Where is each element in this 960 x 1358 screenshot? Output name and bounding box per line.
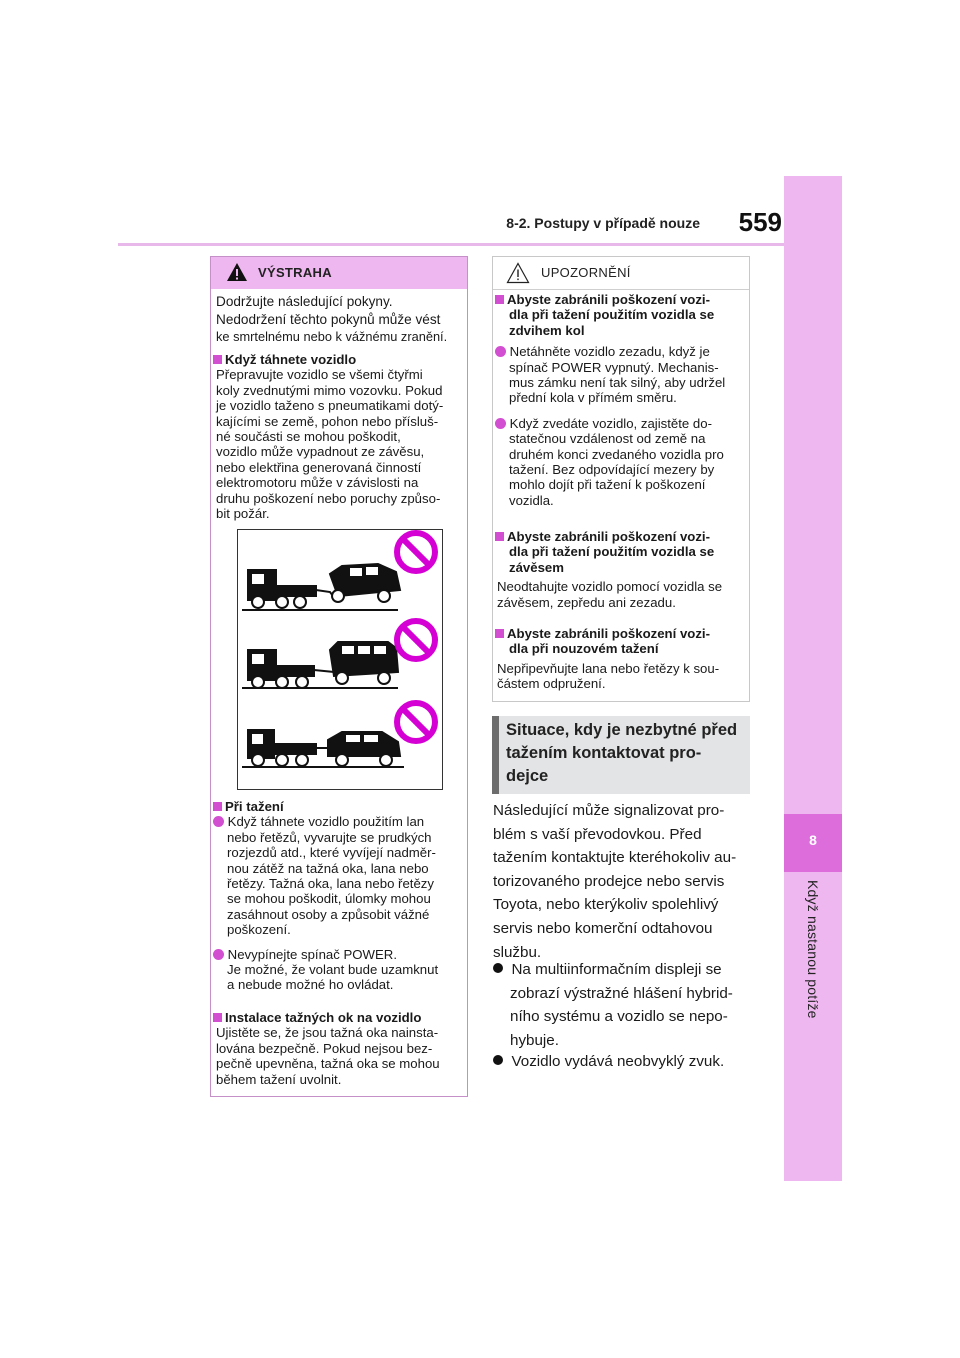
- no-symbol-icon: [397, 621, 435, 659]
- tow-scene-2: [242, 642, 398, 688]
- notice-section-wheel-lift: [495, 292, 725, 508]
- square-bullet-icon: [213, 1013, 222, 1022]
- notice-line: přední kola v přímém směru.: [509, 390, 677, 406]
- notice-line: vozidla.: [509, 492, 554, 508]
- no-symbol-icon: [397, 533, 435, 571]
- notice-line: mus zámku není tak silný, aby udržel: [509, 375, 726, 391]
- notice-bullet-line: Netáhněte vozidlo zezadu, když je: [495, 344, 725, 359]
- notice-line: spínač POWER vypnutý. Mechanis-: [509, 359, 719, 375]
- section-heading-bar: [492, 716, 499, 794]
- warning-section-tow-hooks: [213, 1010, 440, 1087]
- notice-heading-line: závěsem: [509, 559, 564, 575]
- warning-bullet-line: Když táhnete vozidlo použitím lan: [213, 814, 438, 829]
- warning-section-towing: [213, 352, 443, 521]
- section-bullet-1: [493, 958, 733, 1052]
- warning-section-heading: Instalace tažných ok na vozidlo: [213, 1010, 440, 1025]
- section-heading-line: Situace, kdy je nezbytné před: [506, 721, 738, 739]
- warning-line: a nebude možné ho ovládat.: [227, 977, 394, 993]
- chapter-label: Když nastanou potíže: [805, 880, 821, 1019]
- paragraph-line: Následující může signalizovat pro-: [493, 802, 725, 819]
- warning-line: pečně upevněna, tažná oka se mohou: [216, 1056, 440, 1072]
- square-bullet-icon: [213, 355, 222, 364]
- notice-section-heading: Abyste zabránili poškození vozi-: [495, 292, 725, 307]
- warning-line: bit požár.: [216, 506, 270, 522]
- notice-triangle-icon: [506, 262, 530, 284]
- warning-line: né součásti se mohou poškodit,: [216, 429, 401, 445]
- warning-line: rozjezdů atd., které vyvíjejí nadměr-: [227, 845, 436, 861]
- header-divider: [118, 243, 784, 246]
- notice-heading-line: dla při nouzovém tažení: [509, 641, 659, 657]
- warning-line: kajícími se země, pohon nebo přísluš-: [216, 413, 439, 429]
- notice-title: UPOZORNĚNÍ: [541, 265, 631, 280]
- warning-intro-line: Nedodržení těchto pokynů může vést: [216, 312, 441, 327]
- warning-section-during-towing: [213, 799, 438, 993]
- warning-line: koly zvednutými mimo vozovku. Pokud: [216, 382, 443, 398]
- chapter-label-wrap: [784, 880, 842, 1040]
- notice-bullet-line: Když zvedáte vozidlo, zajistěte do-: [495, 416, 725, 431]
- notice-line: statečnou vzdálenost od země na: [509, 431, 706, 447]
- bullet-line: Vozidlo vydává neobvyklý zvuk.: [493, 1050, 724, 1074]
- towing-illustration: [237, 529, 443, 790]
- paragraph-line: službu.: [493, 943, 542, 961]
- warning-section-heading: Když táhnete vozidlo: [213, 352, 443, 367]
- bullet-line: ního systému a vozidlo se nepo-: [510, 1008, 728, 1026]
- warning-section-heading: Při tažení: [213, 799, 438, 814]
- notice-line: mohlo dojít při tažení k poškození: [509, 477, 706, 493]
- paragraph-line: tažením kontaktujte kteréhokoliv au-: [493, 849, 737, 867]
- warning-line: vozidlo může vypadnout ze závěsu,: [216, 444, 425, 460]
- no-symbol-icon: [397, 703, 435, 741]
- notice-section-heading: Abyste zabránili poškození vozi-: [495, 529, 722, 544]
- section-bullet-2: [493, 1050, 724, 1074]
- warning-line: během tažení uvolnit.: [216, 1071, 342, 1087]
- warning-bullet-line: Nevypínejte spínač POWER.: [213, 947, 438, 962]
- warning-line: nou zátěž na tažná oka, lana nebo: [227, 860, 429, 876]
- dot-bullet-icon: [495, 346, 506, 357]
- towing-methods-drawing: [238, 530, 442, 789]
- warning-line: nebo řetězů, vyvarujte se prudkých: [227, 829, 432, 845]
- square-bullet-icon: [495, 532, 504, 541]
- section-paragraph: [493, 799, 736, 964]
- warning-line: druhu poškození nebo poruchy způso-: [216, 490, 441, 506]
- warning-title: VÝSTRAHA: [258, 265, 332, 280]
- bullet-icon: [493, 963, 503, 973]
- warning-line: je vozidlo taženo s pneumatikami dotý-: [216, 398, 444, 414]
- warning-line: řetězy. Tažná oka, lana nebo řetězy: [227, 876, 434, 892]
- notice-section-sling: [495, 529, 722, 610]
- paragraph-line: blém s vaší převodovkou. Před: [493, 825, 702, 843]
- dot-bullet-icon: [495, 418, 506, 429]
- chapter-number: 8: [809, 832, 817, 848]
- tow-scene-1: [242, 564, 400, 610]
- section-title: 8-2. Postupy v případě nouze: [506, 215, 700, 231]
- warning-intro-line: ke smrtelnému nebo k vážnému zranění.: [216, 329, 448, 344]
- bullet-line: hybuje.: [510, 1031, 559, 1049]
- bullet-line: zobrazí výstražné hlášení hybrid-: [510, 984, 733, 1002]
- warning-line: zasáhnout osoby a způsobit vážné: [227, 906, 430, 922]
- notice-heading-line: dla při tažení použitím vozidla se: [509, 544, 715, 560]
- notice-line: Nepřipevňujte lana nebo řetězy k sou-: [497, 660, 720, 676]
- square-bullet-icon: [495, 629, 504, 638]
- notice-line: druhém konci zvedaného vozidla pro: [509, 446, 724, 462]
- warning-intro: [216, 293, 447, 345]
- notice-section-heading: Abyste zabránili poškození vozi-: [495, 626, 719, 641]
- paragraph-line: servis nebo komerční odtahovou: [493, 919, 713, 937]
- square-bullet-icon: [495, 295, 504, 304]
- paragraph-line: torizovaného prodejce nebo servis: [493, 872, 725, 890]
- dot-bullet-icon: [213, 816, 224, 827]
- notice-line: Neodtahujte vozidlo pomocí vozidla se: [497, 579, 723, 595]
- warning-line: poškození.: [227, 922, 291, 938]
- notice-line: částem odpružení.: [497, 676, 606, 692]
- notice-heading-line: dla při tažení použitím vozidla se: [509, 307, 715, 323]
- notice-line: tažení. Bez odpovídající mezery by: [509, 462, 715, 478]
- warning-line: nebo elektřina generovaná činností: [216, 459, 422, 475]
- warning-line: se mohou poškodit, úlomky mohou: [227, 891, 431, 907]
- warning-line: Ujistěte se, že jsou tažná oka nainsta-: [216, 1025, 439, 1041]
- warning-line: Přepravujte vozidlo se všemi čtyřmi: [216, 367, 423, 383]
- notice-section-emergency: [495, 626, 719, 692]
- warning-line: elektromotoru může v závislosti na: [216, 475, 419, 491]
- square-bullet-icon: [213, 802, 222, 811]
- bullet-icon: [493, 1055, 503, 1065]
- section-heading-line: tažením kontaktovat pro-: [506, 744, 702, 762]
- warning-intro-line: Dodržujte následující pokyny.: [216, 294, 393, 309]
- bullet-line: Na multiinformačním displeji se: [493, 958, 733, 982]
- section-heading: [506, 719, 737, 788]
- page-number: 559: [738, 207, 782, 237]
- notice-heading-line: zdvihem kol: [509, 322, 585, 338]
- warning-line: Je možné, že volant bude uzamknut: [227, 962, 439, 978]
- warning-triangle-icon: [226, 262, 248, 282]
- section-heading-line: dejce: [506, 767, 549, 785]
- dot-bullet-icon: [213, 949, 224, 960]
- notice-line: závěsem, zepředu ani zezadu.: [497, 594, 676, 610]
- warning-line: lována bezpečně. Pokud nejsou bez-: [216, 1040, 433, 1056]
- warning-header: [211, 257, 467, 289]
- paragraph-line: Toyota, nebo kterýkoliv spolehlivý: [493, 896, 719, 914]
- tow-scene-3: [242, 730, 404, 767]
